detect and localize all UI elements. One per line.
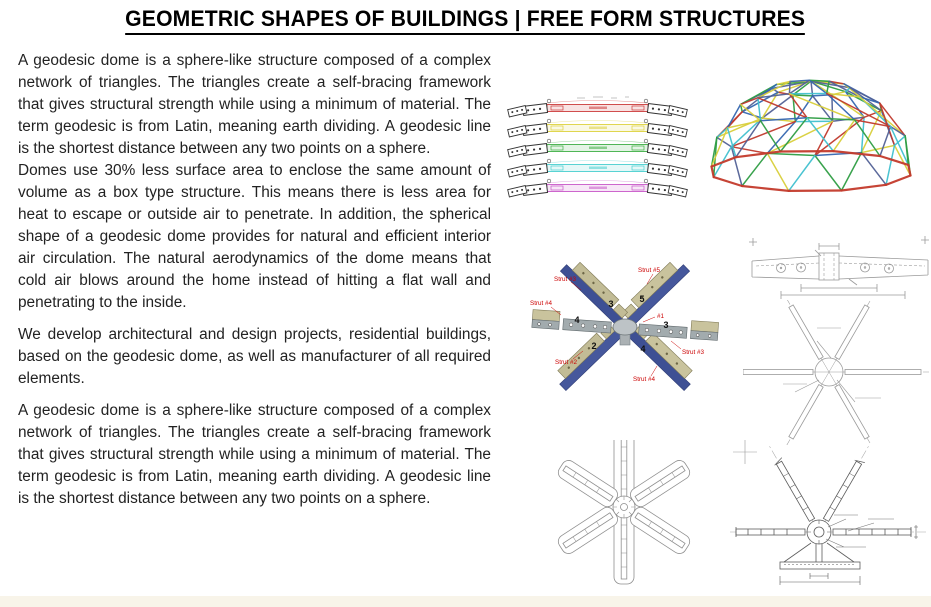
- figure-hub-connector-3d: [525, 240, 720, 440]
- page-title: [0, 6, 931, 35]
- node-number: 4: [574, 315, 580, 325]
- strut-label: #1: [657, 313, 665, 320]
- strut-label: Strut #2: [555, 359, 578, 366]
- page-title-text: GEOMETRIC SHAPES OF BUILDINGS | FREE FORM STRUCTURES: [125, 6, 805, 35]
- article-text: [18, 50, 491, 510]
- strut-label: Strut #5: [638, 267, 661, 274]
- paragraph-1: A geodesic dome is a sphere-like structure composed of a complex network of triangles. The triangles create a self-bracing framework that gives structural strength while using a minimum of material. The term geodesic is from Latin, meaning earth dividing. A geodesic line is the shortest distance between any two points on a sphere.: [18, 52, 491, 157]
- strut-label: Strut #4: [633, 376, 656, 383]
- figure-hub-top-view-drawing: [743, 300, 931, 445]
- hub-connector-3d-canvas: [525, 240, 720, 440]
- hub-top-view-canvas: [743, 300, 931, 445]
- strut-label: Strut #4: [530, 300, 553, 307]
- node-number: 3: [608, 299, 614, 309]
- hub-elevation-canvas: [728, 435, 928, 607]
- paragraph-3: We develop architectural and design projects, residential buildings, based on the geodesic dome, as well as manufacturer of all required elements.: [18, 326, 491, 387]
- node-number: 2: [591, 341, 597, 351]
- figure-strut-joint-drawing: [745, 232, 931, 302]
- dome-render-canvas: [698, 57, 928, 205]
- figure-strut-schedule: [505, 90, 690, 202]
- paragraph-4: A geodesic dome is a sphere-like structure composed of a complex network of triangles. The triangles create a self-bracing framework that gives structural strength while using a minimum of material. The term geodesic is from Latin, meaning earth dividing. A geodesic line is the shortest distance between any two points on a sphere.: [18, 402, 491, 507]
- figure-hub-star-drawing: [532, 440, 717, 607]
- strut-joint-canvas: [745, 232, 931, 302]
- strut-label: Strut #3: [682, 349, 705, 356]
- strut-schedule-canvas: [505, 90, 690, 202]
- node-number: 4: [640, 344, 646, 354]
- page-bottom-strip: [0, 596, 931, 607]
- strut-label: Strut #3: [554, 276, 577, 283]
- figure-hub-elevation-drawing: [728, 435, 928, 607]
- node-number: 5: [639, 294, 645, 304]
- hub-star-canvas: [532, 440, 717, 607]
- hub-cap: [613, 319, 637, 335]
- paragraph-2: Domes use 30% less surface area to enclose the same amount of volume as a box type structure. This means there is less area for heat to escape or outside air to penetrate. In addition, the spherical shape of a geodesic dome provides for natural and efficient interior air circulation. The natural aerodynamics of the dome means that cold air blows around the home instead of hitting a flat wall and penetrating to the inside.: [18, 162, 491, 311]
- node-number: 3: [663, 320, 669, 330]
- figure-dome-render: [698, 57, 928, 205]
